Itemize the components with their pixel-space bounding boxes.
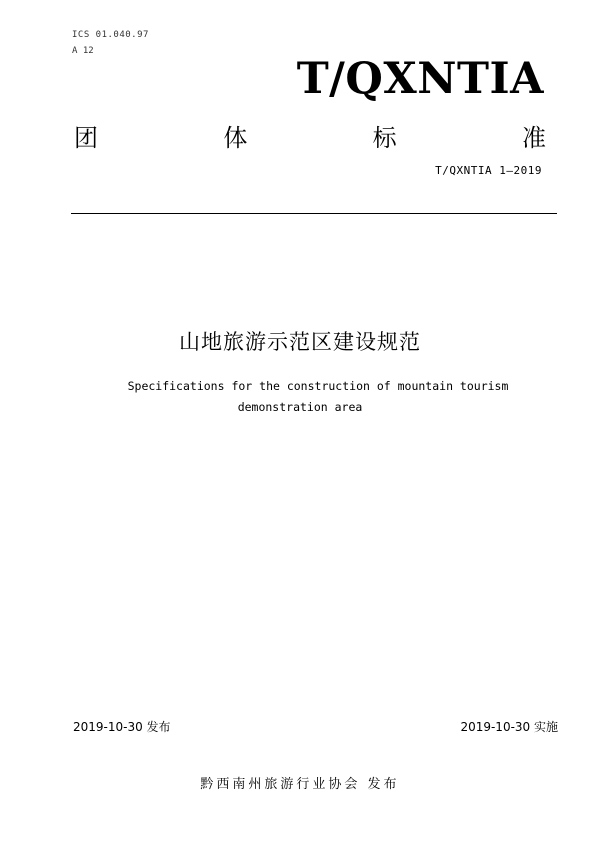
ccs-code: A 12 <box>72 46 94 56</box>
association-logo-text: T/QXNTIA <box>296 54 544 104</box>
group-standard-char: 体 <box>223 124 248 152</box>
ics-code: ICS 01.040.97 <box>72 30 149 40</box>
document-title-chinese: 山地旅游示范区建设规范 <box>179 330 421 354</box>
group-standard-char: 标 <box>372 124 397 152</box>
document-title-english-line2: demonstration area <box>237 400 363 414</box>
publisher: 黔西南州旅游行业协会 发布 <box>200 777 400 792</box>
issue-date: 2019-10-30 发布 <box>73 720 171 734</box>
group-standard-label <box>74 118 546 153</box>
implementation-date: 2019-10-30 实施 <box>460 720 558 734</box>
group-standard-char: 团 <box>74 124 98 152</box>
group-standard-char: 准 <box>521 124 546 152</box>
standard-number: T/QXNTIA 1—2019 <box>435 164 542 177</box>
header-divider <box>71 213 557 214</box>
document-title-english-line1: Specifications for the construction of mountain tourism <box>127 379 509 393</box>
